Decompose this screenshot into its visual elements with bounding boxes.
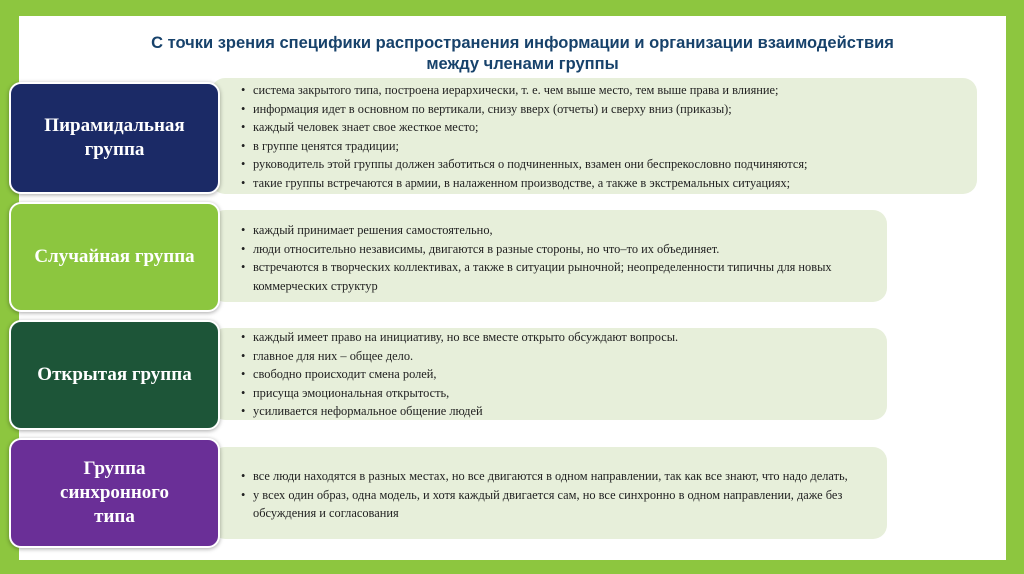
title-line-2: между членами группы (426, 55, 619, 73)
sync-group-description (211, 447, 887, 539)
list-item: • люди относительно независимы, двигаются в разные стороны, но что–то их объединяет. (241, 240, 873, 259)
pyramid-group-list (241, 81, 965, 192)
list-item: • руководитель этой группы должен заботиться о подчиненных, взамен они беспрекословно подчиняются; (241, 155, 965, 174)
random-group-label-text: Случайная группа (34, 246, 195, 267)
open-group-label-text: Открытая группа (37, 364, 192, 385)
list-item: • такие группы встречаются в армии, в налаженном производстве, а также в экстремальных ситуациях; (241, 174, 965, 193)
list-item: • усиливается неформальное общение людей (241, 402, 873, 421)
list-item: • свободно происходит смена ролей, (241, 365, 873, 384)
pyramid-group-description (211, 78, 977, 194)
open-group-description (211, 328, 887, 420)
title-line-1: С точки зрения специфики распространения информации и организации взаимодействия (151, 34, 894, 52)
pyramid-group-label-text: Пирамидальная группа (44, 115, 185, 160)
pyramid-group-label (9, 82, 220, 194)
random-group-list (241, 221, 873, 295)
list-item: • все люди находятся в разных местах, но все двигаются в одном направлении, так как все знают, что надо делать, (241, 467, 863, 486)
list-item: • главное для них – общее дело. (241, 347, 873, 366)
list-item: • каждый человек знает свое жесткое место; (241, 118, 965, 137)
random-group-description (211, 210, 887, 302)
sync-group-label (9, 438, 220, 548)
sync-group-label-text: Группа синхронного типа (60, 458, 169, 527)
list-item: • каждый имеет право на инициативу, но все вместе открыто обсуждают вопросы. (241, 328, 873, 347)
list-item: • встречаются в творческих коллективах, а также в ситуации рыночной; неопределенности типичны для новых коммерческих структур (241, 258, 873, 295)
list-item: • система закрытого типа, построена иерархически, т. е. чем выше место, тем выше права и влияние; (241, 81, 965, 100)
list-item: • каждый принимает решения самостоятельно, (241, 221, 873, 240)
random-group-label (9, 202, 220, 312)
list-item: • у всех один образ, одна модель, и хотя каждый двигается сам, но все синхронно в одном направлении, даже без обсуждения и согласования (241, 486, 863, 523)
list-item: • в группе ценятся традиции; (241, 137, 965, 156)
open-group-label (9, 320, 220, 430)
slide-title (19, 33, 1006, 75)
open-group-list (241, 328, 873, 421)
list-item: • информация идет в основном по вертикали, снизу вверх (отчеты) и сверху вниз (приказы); (241, 100, 965, 119)
sync-group-list (241, 467, 863, 523)
list-item: • присуща эмоциональная открытость, (241, 384, 873, 403)
